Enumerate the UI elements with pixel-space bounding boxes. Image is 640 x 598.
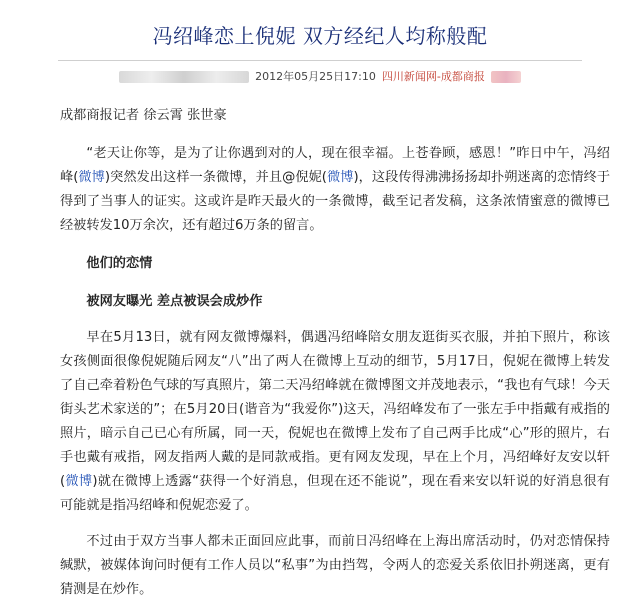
weibo-link[interactable]: 微博	[65, 474, 93, 489]
publish-datetime: 2012年05月25日17:10	[255, 70, 376, 83]
paragraph: 不过由于双方当事人都未正面回应此事，而前日冯绍峰在上海出席活动时，仍对恋情保持缄默，被媒体询问时便有工作人员以“私事”为由挡驾，令两人的恋爱关系依旧扑朔迷离，更有猜测是在炒作。	[60, 534, 610, 597]
section-heading: 他们的恋情	[86, 256, 153, 271]
byline: 成都商报记者 徐云霄 张世豪	[60, 108, 227, 123]
paragraph	[60, 326, 610, 518]
paragraph-text: “老天让你等，是为了让你遇到对的人，现在很幸福。上苍眷顾，感恩！”昨日中午，冯绍峰(	[60, 146, 610, 185]
weibo-link[interactable]: 微博	[78, 170, 105, 185]
article-meta	[0, 68, 640, 84]
weibo-link[interactable]: 微博	[326, 170, 354, 185]
section-subheading: 被网友曝光 差点被误会成炒作	[86, 294, 263, 309]
paragraph-text: )突然发出这样一条微博，并且@倪妮(	[104, 170, 327, 185]
blurred-region	[119, 71, 249, 83]
paragraph	[60, 142, 610, 238]
title-divider	[58, 60, 582, 61]
paragraph-text: )就在微博上透露“获得一个好消息，但现在还不能说”，现在看来安以轩说的好消息很有可能就是指冯绍峰和倪妮恋爱了。	[60, 474, 610, 513]
paragraph-text: )，这段传得沸沸扬扬却扑朔迷离的恋情终于得到了当事人的证实。这或许是昨天最火的一条微博，截至记者发稿，这条浓情蜜意的微博已经被转发10万余次，还有超过6万条的留言。	[60, 170, 611, 233]
blurred-region	[491, 71, 521, 83]
source-link[interactable]: 四川新闻网-成都商报	[381, 70, 485, 83]
article-title: 冯绍峰恋上倪妮 双方经纪人均称般配	[152, 24, 488, 48]
paragraph-text: 早在5月13日，就有网友微博爆料，偶遇冯绍峰陪女朋友逛街买衣服，并拍下照片，称该女孩侧面很像倪妮随后网友“八”出了两人在微博上互动的细节，5月17日，倪妮在微博上转发了自己牵着粉色气球的写真照片，第二天冯绍峰就在微博图文并茂地表示，“我也有气球！今天街头艺术家送的”；在5月20日(谐音为“我爱你”)这天，冯绍峰发布了一张左手中指戴有戒指的照片，暗示自己已心有所属，同一天，倪妮也在微博上发布了自己两手比成“心”形的照片，右手也戴有戒指，网友指两人戴的是同款戒指。更有网友发现，早在上个月，冯绍峰好友安以轩(	[60, 330, 610, 489]
article-body	[60, 104, 610, 598]
